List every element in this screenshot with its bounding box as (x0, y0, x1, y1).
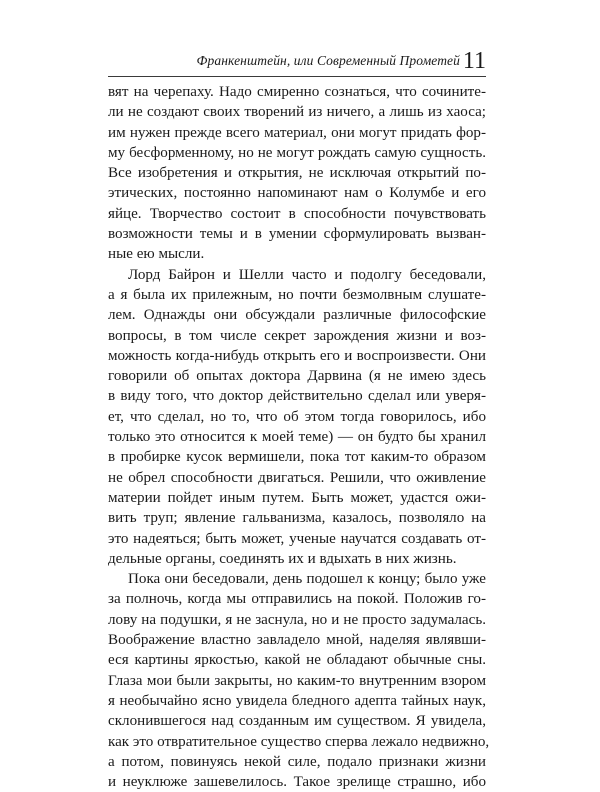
text-line: только это относится к моей теме) — он будто бы хранил (108, 429, 486, 446)
text-line: за полночь, когда мы отправились на покой. Положив го- (108, 591, 486, 608)
text-line: вить труп; явление гальванизма, казалось, позволяло на (108, 510, 486, 527)
text-line: склонившегося над созданным им существом. Я увидела, (108, 713, 486, 730)
text-line: вопросы, в том числе секрет зарождения жизни и воз- (108, 327, 486, 344)
text-line: яйце. Творчество состоит в способности почувствовать (108, 205, 486, 222)
text-line: этических, постоянно напоминают нам о Колумбе и его (108, 185, 486, 202)
text-line: а я была их прилежным, но почти безмолвным слушате- (108, 286, 486, 303)
text-line: как это отвратительное существо сперва лежало недвижно, (108, 733, 490, 750)
text-line: в виду того, что доктор действительно сделал или уверя- (108, 388, 486, 405)
paragraph (108, 569, 490, 792)
text-line: я необычайно ясно увидела бледного адепта тайных наук, (108, 692, 486, 709)
text-line: и неуклюже зашевелилось. Такое зрелище страшно, ибо (108, 774, 486, 791)
text-line: Пока они беседовали, день подошел к концу; было уже (128, 571, 486, 588)
text-line: Все изобретения и открытия, не исключая открытий по- (108, 165, 486, 182)
text-line: лову на подушки, я не заснула, но и не просто задумалась. (108, 611, 486, 628)
text-line: а потом, повинуясь некой силе, подало признаки жизни (108, 753, 486, 770)
text-line: Воображение властно завладело мной, наделяя являвши- (108, 632, 486, 649)
paragraph (108, 82, 486, 265)
text-line: ет, что сделал, но то, что об этом тогда говорилось, ибо (108, 408, 486, 425)
text-line: дельные органы, соединять их и вдыхать в них жизнь. (108, 550, 457, 567)
text-line: не обрел способности двигаться. Решили, что оживление (108, 469, 486, 486)
body-text (108, 82, 490, 792)
text-line: им нужен прежде всего материал, они могут придать фор- (108, 124, 486, 141)
text-line: возможности темы и в умении сформулировать вызван- (108, 226, 486, 243)
text-line: говорили об опытах доктора Дарвина (я не имею здесь (108, 368, 486, 385)
text-line: Лорд Байрон и Шелли часто и подолгу беседовали, (128, 266, 486, 283)
text-line: вят на черепаху. Надо смиренно сознаться, что сочините- (108, 84, 486, 100)
text-line: лем. Однажды они обсуждали различные философские (108, 307, 486, 324)
text-line: это надеяться; быть может, ученые научатся создавать от- (108, 530, 486, 547)
running-header (108, 40, 486, 77)
page-number: 11 (462, 48, 486, 74)
paragraph (108, 265, 486, 569)
running-header-title: Франкенштейн, или Современный Прометей (196, 53, 460, 68)
text-line: еся картины яркостью, какой не обладают обычные сны. (108, 652, 486, 669)
text-line: в пробирке кусок вермишели, пока тот каким-то образом (108, 449, 486, 466)
text-line: можность когда-нибудь открыть его и воспроизвести. Они (108, 347, 486, 364)
text-line: ные ею мысли. (108, 246, 205, 263)
text-line: материи пойдет иным путем. Быть может, удастся ожи- (108, 489, 486, 506)
text-line: Глаза мои были закрыты, но каким-то внутренним взором (108, 672, 486, 689)
text-line: му бесформенному, но не могут рождать самую сущность. (108, 144, 486, 161)
text-line: ли не создают своих творений из ничего, а лишь из хаоса; (108, 104, 486, 121)
